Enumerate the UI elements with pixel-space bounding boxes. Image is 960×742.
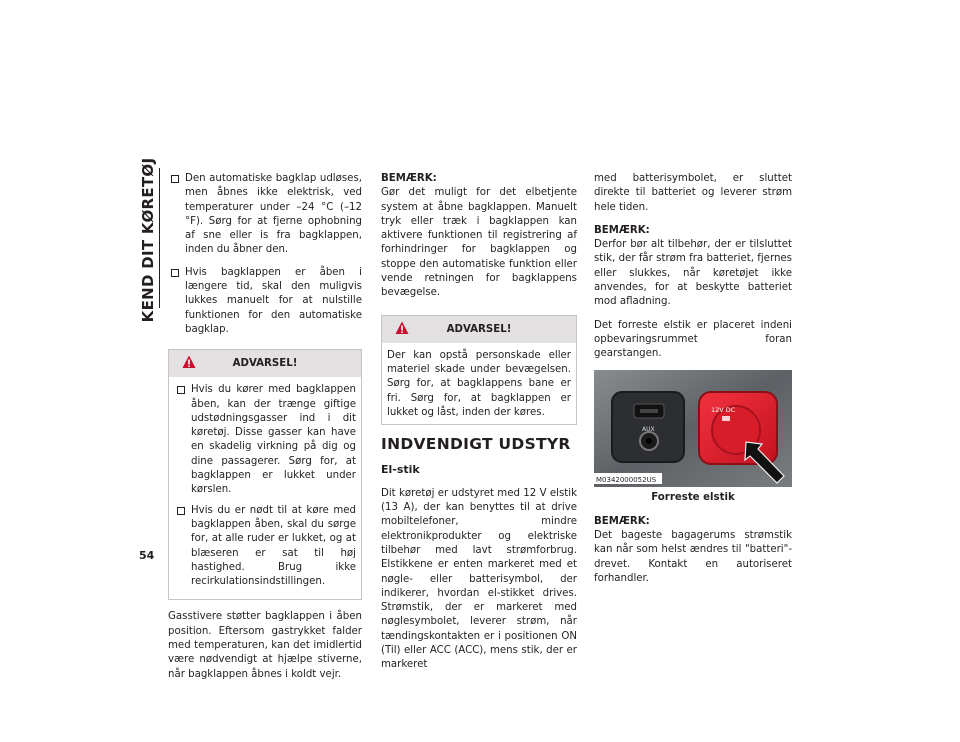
- side-section-title: KEND DIT KØRETØJ: [139, 157, 157, 323]
- list-item: Den automatiske bagklap udløses, men åbnes ikke elektrisk, ved temperaturer under –24 °C (–12 °F). Sørg for at fjerne ophobning af sne eller is fra bagklappen, inden du åbner den.: [168, 172, 362, 258]
- warning-title: ADVARSEL!: [232, 358, 298, 370]
- warning-header: [169, 350, 361, 377]
- subsection-title: El-stik: [381, 463, 420, 477]
- body-paragraph: Gasstivere støtter bagklappen i åben position. Eftersom gastrykket falder med temperaturen, kan det imidlertid være nødvendigt at hjælpe stiverne, når bagklappen åbnes i koldt vejr.: [168, 611, 362, 680]
- power-outlet-figure: [594, 370, 792, 487]
- warning-box: [381, 315, 577, 425]
- list-item: Hvis bagklappen er åben i længere tid, skal den muligvis lukkes manuelt for at nulstille funktionen for den automatiske bagklap.: [168, 266, 362, 337]
- aux-label: AUX: [642, 425, 655, 433]
- note-label: BEMÆRK:: [594, 515, 650, 527]
- note: [381, 172, 577, 301]
- note-label: BEMÆRK:: [381, 173, 437, 184]
- page-number: 54: [139, 549, 155, 562]
- body-paragraph: Det forreste elstik er placeret indeni opbevaringsrummet foran gearstangen.: [594, 319, 792, 360]
- checkbox-bullet-icon: [171, 269, 179, 277]
- note-label: BEMÆRK:: [594, 224, 650, 236]
- note-text: Derfor bør alt tilbehør, der er tilsluttet stik, der får strøm fra batteriet, fjernes eller slukkes, når køretøjet ikke anvendes, for at beskytte batteriet mod afladning.: [594, 239, 792, 308]
- warning-text: Der kan opstå personskade eller materiel skade under bevægelsen. Sørg for, at bagklappens bane er fri. Sørg for, at bagklappen er lukket og låst, inden der køres.: [387, 349, 571, 418]
- dc-label: 12V DC: [711, 405, 736, 414]
- note-text: Det bageste bagagerums strømstik kan når som helst ændres til "batteri"-drevet. Kontakt en autoriseret forhandler.: [594, 530, 792, 585]
- warning-title: ADVARSEL!: [446, 323, 512, 335]
- checkbox-bullet-icon: [177, 507, 185, 515]
- column-3: [594, 172, 792, 595]
- list-item: Hvis du kører med bagklappen åben, kan der trænge giftige udstødningsgasser ind i dit køretøj. Disse gasser kan have en skadelig virkning på dig og dine passagerer. Sørg for, at bagklappen er lukket under kørslen.: [174, 383, 356, 497]
- figure-caption: Forreste elstik: [651, 491, 735, 503]
- warning-box: [168, 349, 362, 600]
- side-title-rule: [159, 168, 160, 308]
- body-paragraph: Dit køretøj er udstyret med 12 V elstik (13 A), der kan benyttes til at drive mobiltelefoner, mindre elektronikprodukter og elektriske tilbehør med lavt strømforbrug. Elstikkene er enten markeret med et nøgle- eller batterisymbol, der indikerer, hvordan el-stikket drives. Strømstik, der er markeret med nøglesymbolet, leverer strøm, når tændingskontakten er i positionen ON (Til) eller ACC (ACC), mens stik, der er markeret: [381, 487, 577, 671]
- section-title: INDVENDIGT UDSTYR: [381, 435, 571, 454]
- body-paragraph: med batterisymbolet, er sluttet direkte til batteriet og leverer strøm hele tiden.: [594, 173, 792, 213]
- note: [594, 224, 792, 310]
- power-outlet-illustration: [594, 370, 792, 487]
- warning-header: [382, 316, 576, 343]
- figure-code: M0342000052US: [596, 475, 657, 484]
- column-2: [381, 172, 577, 682]
- column-1: [168, 172, 362, 691]
- warning-triangle-icon: [182, 355, 196, 369]
- note-text: Gør det muligt for det elbetjente system at åbne bagklappen. Manuelt tryk eller træk i bagklappen kan aktivere funktionen til registrering af forhindringer for bagklappen og stoppe den automatiske funktion eller vende retningen for bagklappens bevægelse.: [381, 187, 577, 299]
- list-item: Hvis du er nødt til at køre med bagklappen åben, skal du sørge for, at alle ruder er lukket, og at blæseren er sat til høj hastighed. Brug ikke recirkulationsindstillingen.: [174, 504, 356, 590]
- checkbox-bullet-icon: [177, 386, 185, 394]
- note: [594, 515, 792, 586]
- warning-triangle-icon: [395, 321, 409, 335]
- checkbox-bullet-icon: [171, 175, 179, 183]
